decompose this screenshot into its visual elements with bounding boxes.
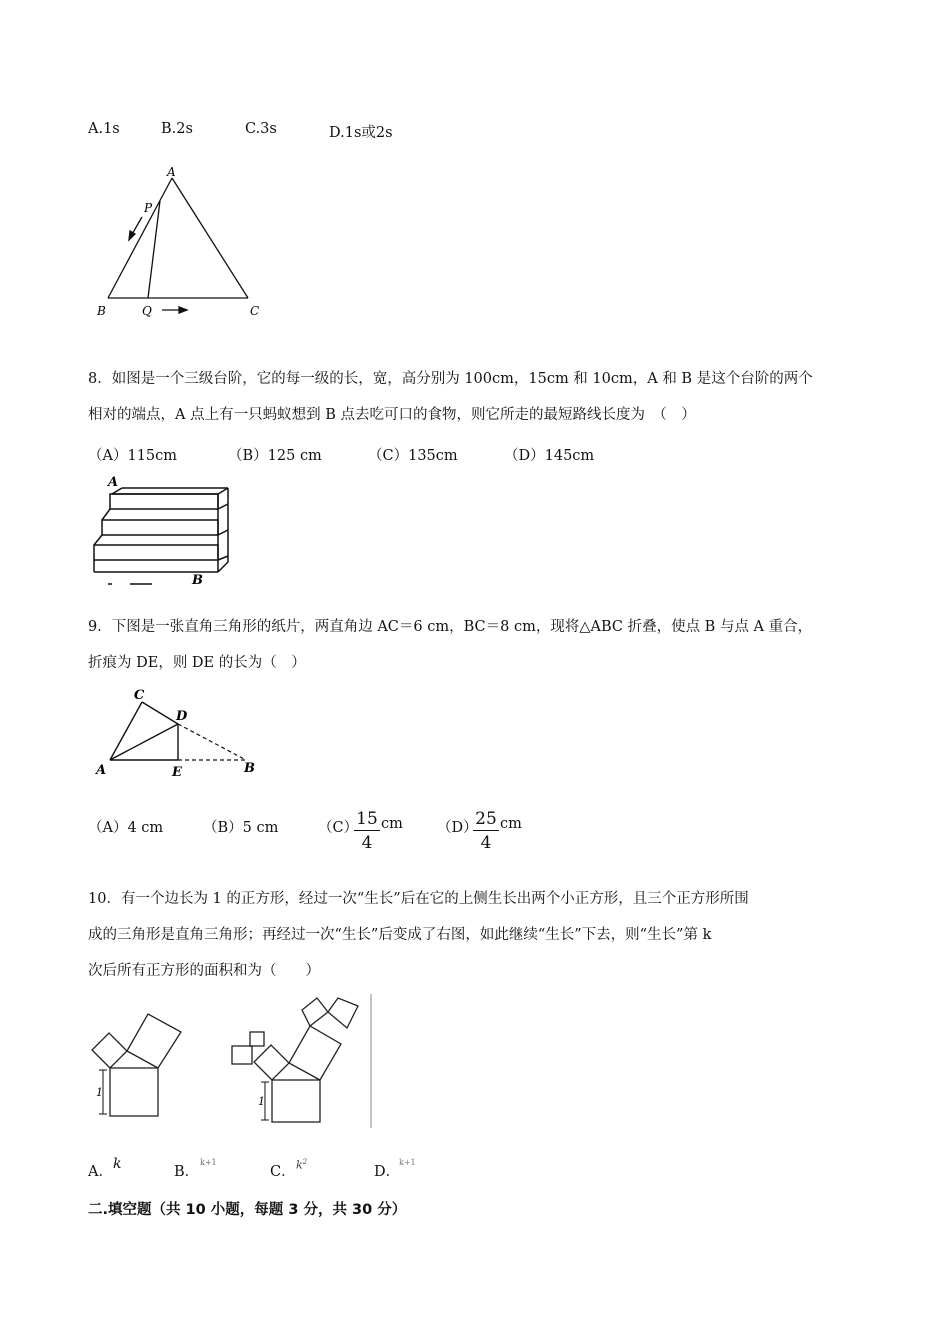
q10-option-a-prefix: A． xyxy=(88,1164,113,1180)
q10-option-c-expr xyxy=(296,1158,307,1172)
q8-option-b: （B）125 cm xyxy=(228,448,322,464)
label-a: A xyxy=(108,475,119,490)
segment-cd xyxy=(142,702,178,724)
label-q: Q xyxy=(142,304,152,318)
q10-figure-first-growth xyxy=(88,1010,198,1120)
q8-line-2: 相对的端点，A 点上有一只蚂蚁想到 B 点去吃可口的食物，则它所走的最短路线长度为 （ ） xyxy=(88,407,696,423)
segment-pq xyxy=(148,201,160,298)
label-a: A xyxy=(167,165,176,179)
q9-option-c-fraction xyxy=(354,808,380,855)
q7-triangle-figure xyxy=(90,160,280,325)
q8-option-d: （D）145cm xyxy=(504,448,595,464)
q9-option-a: （A）4 cm xyxy=(88,820,164,836)
fraction-numerator: 15 xyxy=(354,808,380,831)
q7-option-d: D.1s或2s xyxy=(329,125,393,141)
q10-option-d-prefix: D． xyxy=(374,1164,401,1180)
q10-option-b-prefix: B． xyxy=(174,1164,200,1180)
q8-option-a: （A）115cm xyxy=(88,448,178,464)
q10-option-c-base: k xyxy=(296,1158,303,1172)
label-d: D xyxy=(176,709,188,724)
label-b: B xyxy=(244,761,255,776)
q9-option-c-unit: cm xyxy=(381,816,403,832)
label-b: B xyxy=(97,304,106,318)
q10-line-1: 10．有一个边长为 1 的正方形，经过一次“生长”后在它的上侧生长出两个小正方形，且三个正方形所围 xyxy=(88,891,749,907)
edge-ab xyxy=(108,178,172,298)
q10-line-2: 成的三角形是直角三角形；再经过一次“生长”后变成了右图，如此继续“生长”下去，则“生长”第 k xyxy=(88,927,712,943)
q10-line-3: 次后所有正方形的面积和为（ ） xyxy=(88,963,320,979)
fraction-numerator: 25 xyxy=(473,808,499,831)
q10-option-d-expr: k+1 xyxy=(399,1158,416,1167)
q9-option-d-fraction xyxy=(473,808,499,855)
label-c: C xyxy=(134,688,145,703)
label-b: B xyxy=(192,573,203,588)
q7-option-c: C.3s xyxy=(245,121,277,137)
q9-option-b: （B）5 cm xyxy=(203,820,279,836)
q10-option-c-prefix: C． xyxy=(270,1164,296,1180)
q8-staircase-figure xyxy=(88,472,238,590)
q9-option-c-prefix: （C） xyxy=(318,820,359,836)
q7-option-a: A.1s xyxy=(88,121,120,137)
fraction-denominator: 4 xyxy=(480,833,492,853)
label-c: C xyxy=(250,304,260,318)
q9-fold-figure xyxy=(90,684,270,784)
side-length-label: 1 xyxy=(258,1095,265,1108)
q10-option-a-expr: k xyxy=(113,1156,122,1172)
segment-db-dashed xyxy=(178,724,246,760)
label-a: A xyxy=(96,763,107,778)
q8-line-1: 8．如图是一个三级台阶，它的每一级的长，宽，高分别为 100cm，15cm 和 10cm，A 和 B 是这个台阶的两个 xyxy=(88,371,813,387)
q10-option-c-exponent: 2 xyxy=(302,1158,308,1166)
q7-option-b: B.2s xyxy=(161,121,193,137)
q10-option-b-expr: k+1 xyxy=(200,1158,217,1167)
label-e: E xyxy=(172,765,182,780)
q9-line-2: 折痕为 DE，则 DE 的长为（ ） xyxy=(88,655,306,671)
side-length-label: 1 xyxy=(96,1086,103,1099)
section-2-heading: 二.填空题（共 10 小题，每题 3 分，共 30 分） xyxy=(88,1202,407,1218)
q9-line-1: 9．下图是一张直角三角形的纸片，两直角边 AC＝6 cm，BC＝8 cm，现将△ABC 折叠，使点 B 与点 A 重合， xyxy=(88,619,813,635)
q8-option-c: （C）135cm xyxy=(368,448,458,464)
q10-figure-second-growth xyxy=(228,992,378,1132)
q9-option-d-prefix: （D） xyxy=(437,820,478,836)
fraction-denominator: 4 xyxy=(361,833,373,853)
label-p: P xyxy=(144,201,153,215)
edge-ac xyxy=(172,178,248,298)
q9-option-d-unit: cm xyxy=(500,816,522,832)
